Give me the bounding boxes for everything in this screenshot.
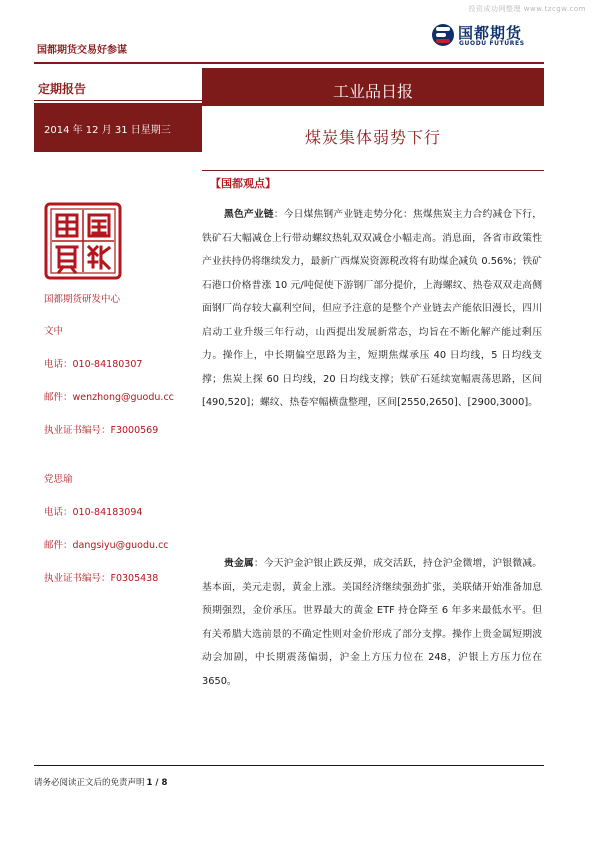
footer-rule [34, 765, 544, 766]
paragraph-lead: 黑色产业链 [224, 209, 274, 220]
headline-rule [202, 170, 544, 171]
market-paragraph [202, 552, 542, 693]
analyst-email: 邮件：wenzhong@guodu.cc [44, 392, 174, 403]
report-type-rule [34, 100, 202, 101]
analyst-name: 文中 [44, 326, 64, 337]
company-slogan: 国都期货交易好参谋 [37, 45, 127, 56]
report-date: 2014 年 12 月 31 日星期三 [44, 125, 171, 136]
page-number: 1 / 8 [146, 778, 168, 788]
header-rule [34, 62, 544, 64]
company-logo [432, 23, 544, 49]
research-center: 国都期货研发中心 [44, 294, 121, 305]
disclaimer-note: 请务必阅读正文后的免责声明 [34, 778, 145, 788]
report-headline: 煤炭集体弱势下行 [304, 128, 441, 147]
section-tag: 【国都观点】 [210, 177, 276, 190]
paragraph-body: ：今天沪金沪银止跌反弹，成交活跃，持仓沪金微增，沪银微减。基本面，美元走弱，黄金上涨。美国经济继续强劲扩张，美联储开始准备加息预期强烈，金价承压。世界最大的黄金 ETF 持仓降至 6 年多来最低水平。但有关希腊大选前景的不确定性则对金价形成了部分支撑。操作上贵金属短期波动会加剧，中长期震荡偏弱，沪金上方压力位在 248，沪银上方压力位在 3650。 [202, 558, 543, 687]
report-category: 工业品日报 [332, 82, 413, 101]
logo-mark-icon [432, 24, 454, 46]
analyst-phone: 电话：010-84180307 [44, 359, 143, 370]
analyst-email: 邮件：dangsiyu@guodu.cc [44, 540, 169, 551]
market-paragraph [202, 203, 542, 415]
paragraph-lead: 贵金属 [224, 558, 254, 569]
report-type: 定期报告 [38, 82, 87, 96]
analyst-cert: 执业证书编号：F0305438 [44, 573, 159, 584]
analyst-cert: 执业证书编号：F3000569 [44, 425, 159, 436]
watermark-text: 投资成功网整理 www.tzcgw.com [468, 5, 586, 13]
logo-en-text: GUODU FUTURES [459, 40, 525, 47]
company-seal-icon [44, 202, 122, 280]
footer [34, 776, 167, 788]
analyst-phone: 电话：010-84183094 [44, 507, 143, 518]
analyst-name: 党思瑜 [44, 474, 73, 485]
logo-cn-text: 国都期货 [458, 24, 523, 42]
paragraph-body: ：今日煤焦钢产业链走势分化：焦煤焦炭主力合约减仓下行，铁矿石大幅减仓上行带动螺纹热轧双双减仓小幅走高。消息面，各省市政策性产业扶持仍将继续发力，最新广西煤炭资源税改将有助煤企减负 0.56%；铁矿石港口价格普涨 10 元/吨促使下游钢厂部分提价，上海螺纹、热卷双双走高侧面钢厂尚存较大赢利空间，但应予注意的是整个产业链去产能依旧漫长，四川启动工业升级三年行动，山西提出发展新常态，均旨在不断化解产能过剩压力。操作上，中长期偏空思路为主，短期焦煤承压 40 日均线，5 日均线支撑；焦炭上探 60 日均线，20 日均线支撑；铁矿石延续宽幅震荡思路，区间[490,520]；螺纹、热卷窄幅横盘整理，区间[2550,2650]、[2900,3000]。 [202, 209, 543, 408]
